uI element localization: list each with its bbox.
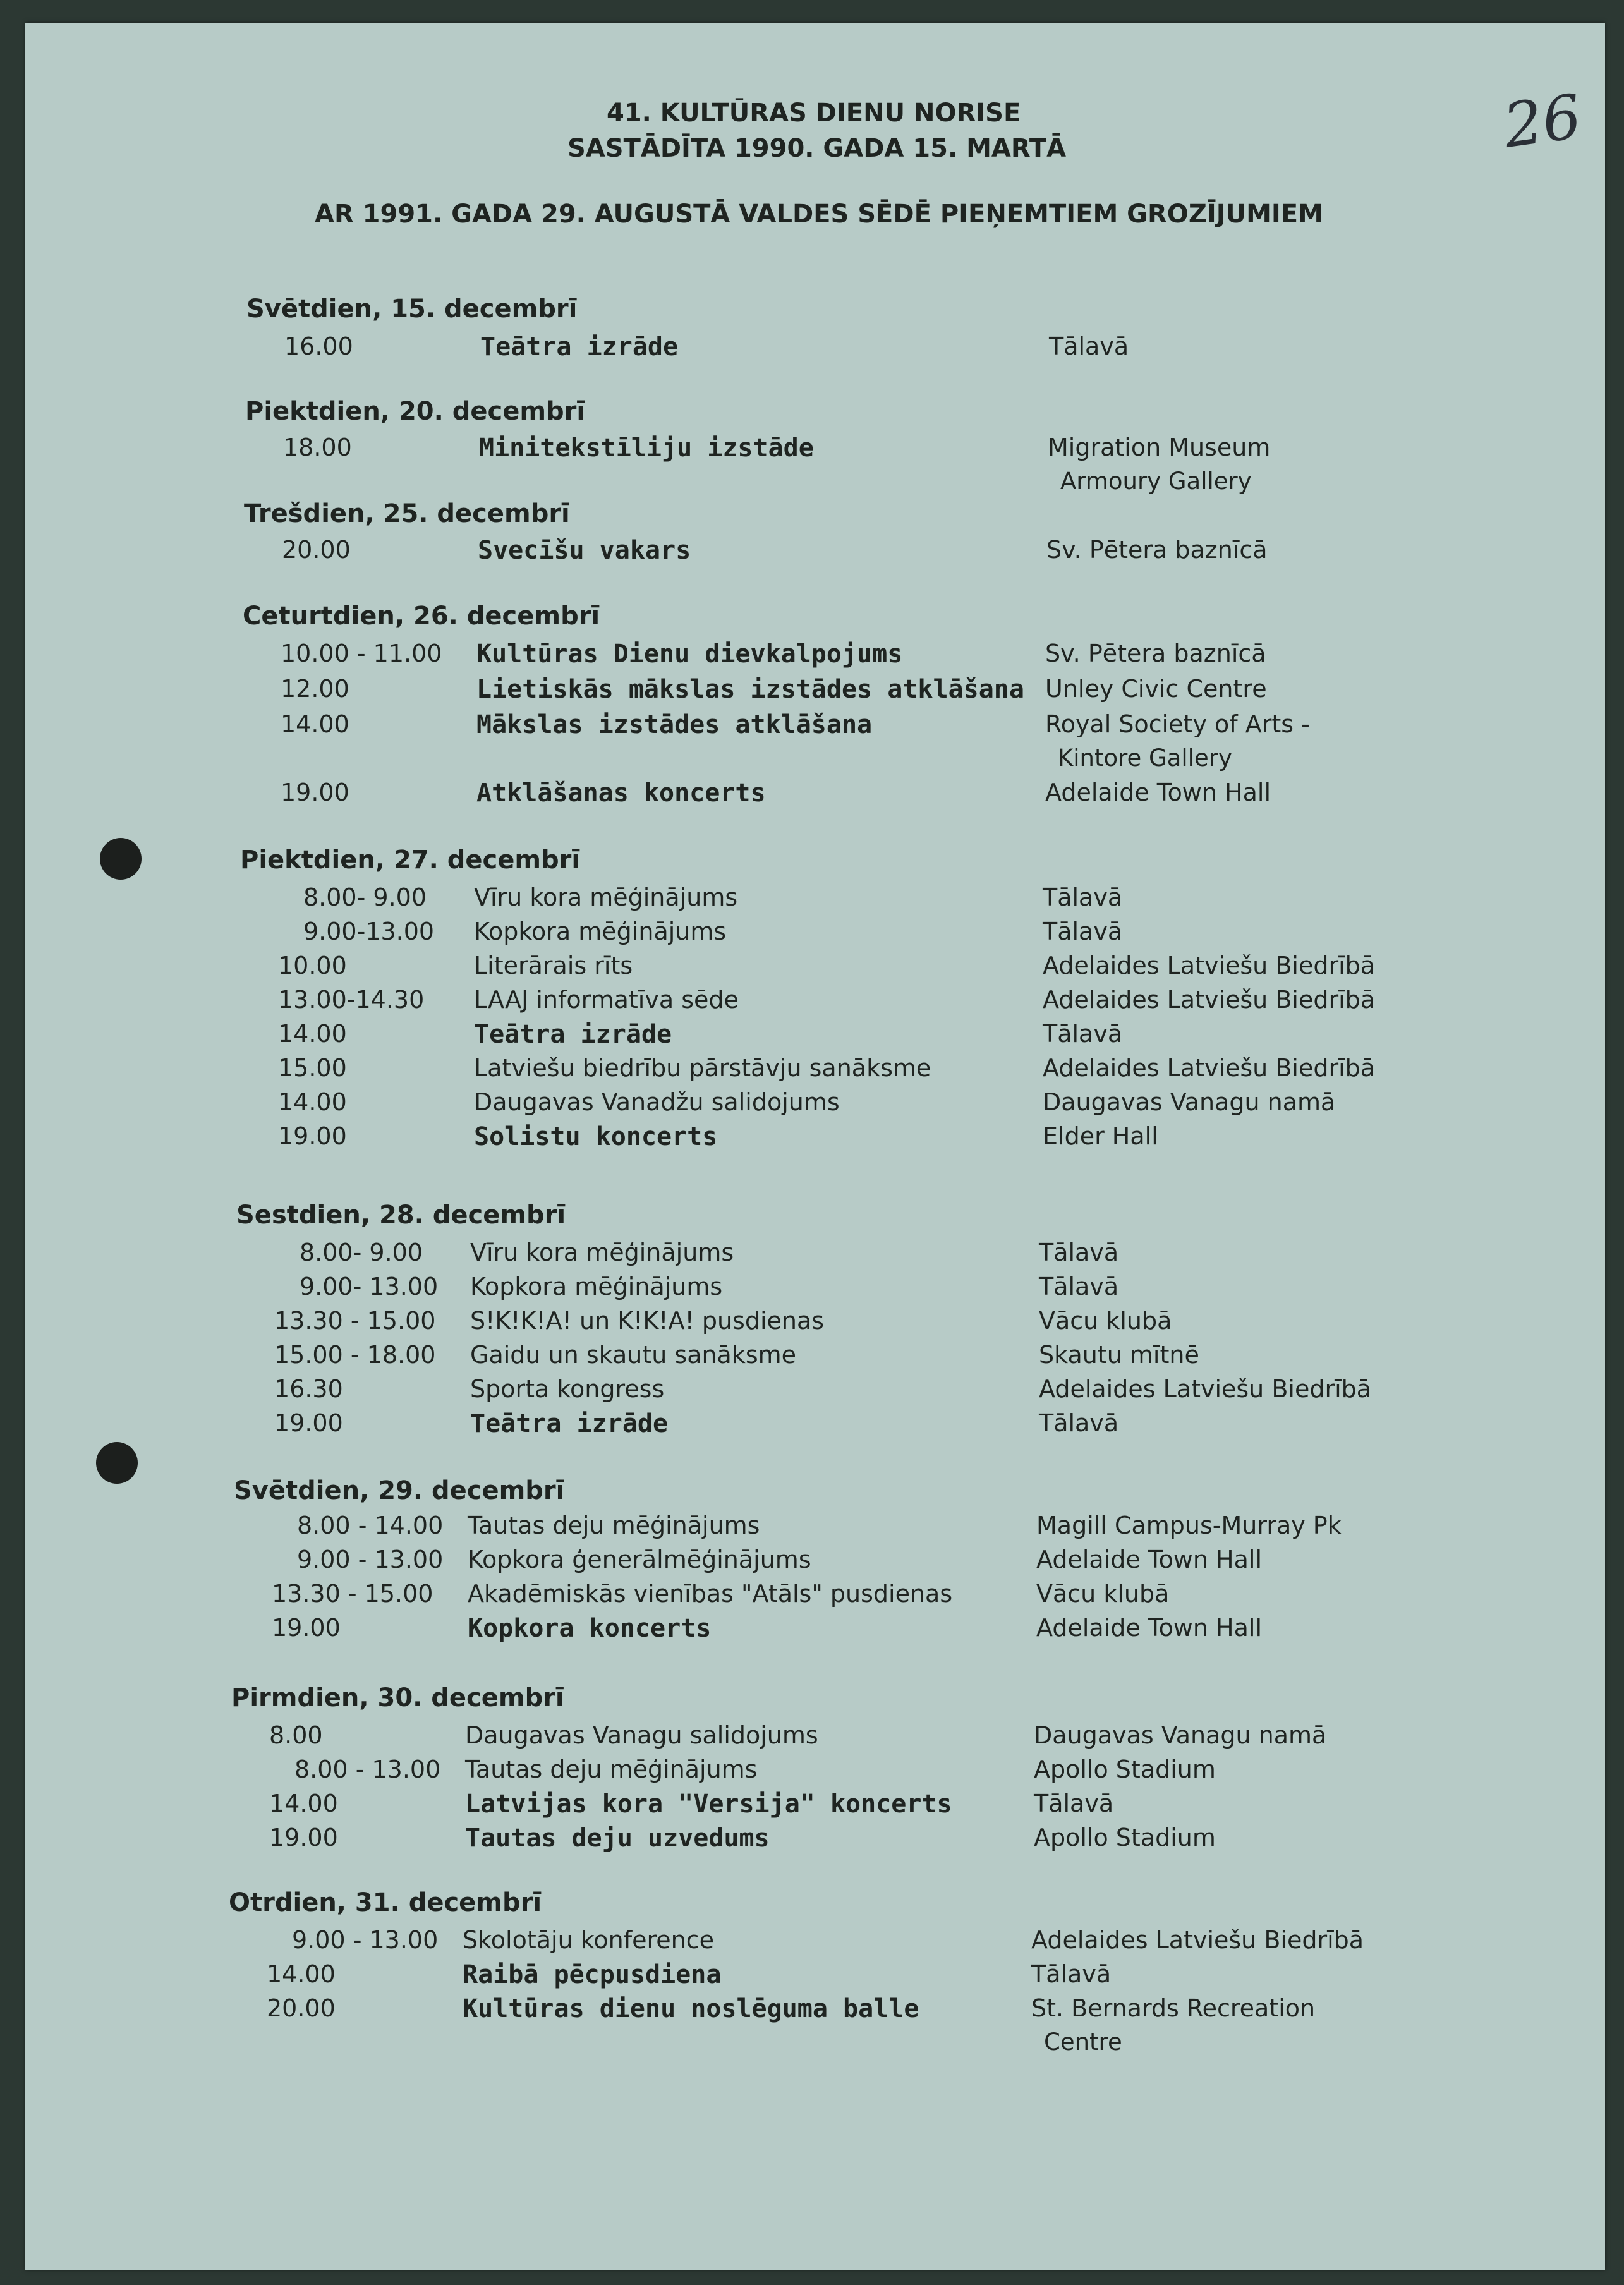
event-time: 14.00 [281,710,349,738]
schedule-row [284,332,1422,367]
event-time: 20.00 [267,1994,336,2022]
event-time: 18.00 [283,433,352,461]
event-place-continued: Armoury Gallery [1060,468,1252,495]
event-name: Tautas deju mēģinājums [468,1512,760,1539]
event-place: Sv. Pētera baznīcā [1046,536,1268,564]
event-name: Daugavas Vanagu salidojums [465,1721,818,1749]
event-place: Adelaide Town Hall [1036,1614,1263,1642]
event-name: Daugavas Vanadžu salidojums [474,1088,840,1116]
event-name: Kultūras Dienu dievkalpojums [476,639,903,669]
document-page [25,23,1605,2270]
event-time: 8.00- 9.00 [303,883,427,911]
event-place-continued: Kintore Gallery [1058,744,1232,772]
event-name: Sporta kongress [470,1375,665,1403]
schedule-row [282,536,1419,570]
schedule-row [278,1054,1415,1088]
schedule-row [272,1546,1409,1580]
event-place: Adelaides Latviešu Biedrībā [1039,1375,1372,1403]
event-time: 9.00 - 13.00 [292,1926,439,1954]
day-heading: Otrdien, 31. decembrī [229,1888,542,1917]
event-place: Adelaides Latviešu Biedrībā [1043,952,1376,979]
event-place: Adelaide Town Hall [1045,779,1271,806]
event-place: Adelaides Latviešu Biedrībā [1031,1926,1364,1954]
event-time: 14.00 [269,1790,338,1817]
event-place: Daugavas Vanagu namā [1034,1721,1327,1749]
event-place: Tālavā [1049,332,1129,360]
schedule-row [278,883,1415,918]
day-heading: Piektdien, 20. decembrī [245,397,586,426]
day-heading: Pirmdien, 30. decembrī [231,1683,564,1712]
schedule-row [269,1721,1407,1755]
event-time: 8.00 - 14.00 [297,1512,444,1539]
day-heading: Svētdien, 29. decembrī [234,1476,565,1505]
event-place: Adelaide Town Hall [1036,1546,1263,1573]
event-time: 15.00 [278,1054,347,1082]
event-place: Unley Civic Centre [1045,675,1267,703]
event-place: Skautu mītnē [1039,1341,1199,1369]
event-time: 9.00 - 13.00 [297,1546,444,1573]
schedule-row [272,1580,1409,1614]
schedule-row [281,710,1418,744]
event-place: Vācu klubā [1039,1307,1172,1335]
event-place: Elder Hall [1043,1122,1158,1150]
event-time: 8.00 [269,1721,323,1749]
event-time: 14.00 [278,1020,347,1048]
event-name: Svecīšu vakars [478,536,691,565]
event-place: Migration Museum [1048,433,1271,461]
event-time: 19.00 [278,1122,347,1150]
event-name: Gaidu un skautu sanāksme [470,1341,797,1369]
schedule-row [267,1960,1404,1994]
event-name: Raibā pēcpusdiena [463,1960,722,1989]
day-heading: Trešdien, 25. decembrī [244,499,570,528]
event-name: Kultūras dienu noslēguma balle [463,1994,919,2023]
event-place: Daugavas Vanagu namā [1043,1088,1336,1116]
event-place: Tālavā [1034,1790,1114,1817]
event-name: Teātra izrāde [470,1409,669,1438]
event-place: Adelaides Latviešu Biedrībā [1043,986,1376,1014]
event-name: LAAJ informatīva sēde [474,986,739,1014]
event-name: Latviešu biedrību pārstāvju sanāksme [474,1054,931,1082]
event-name: Solistu koncerts [474,1122,718,1151]
event-time: 13.00-14.30 [278,986,425,1014]
event-time: 16.30 [274,1375,343,1403]
schedule-row [274,1409,1412,1443]
event-place: Apollo Stadium [1034,1824,1216,1852]
event-place: Tālavā [1043,1020,1123,1048]
schedule-row [267,1926,1404,1960]
event-time: 12.00 [281,675,349,703]
event-name: Tautas deju uzvedums [465,1824,770,1853]
schedule-row [278,1122,1415,1156]
event-time: 10.00 [278,952,347,979]
event-place-continued: Centre [1044,2028,1122,2056]
event-name: Teātra izrāde [480,332,679,361]
day-heading: Sestdien, 28. decembrī [236,1201,566,1230]
event-place: Tālavā [1043,918,1123,945]
event-time: 14.00 [278,1088,347,1116]
event-place: Magill Campus-Murray Pk [1036,1512,1342,1539]
schedule-row [278,1020,1415,1054]
event-name: Mākslas izstādes atklāšana [476,710,873,739]
schedule-row [274,1341,1412,1375]
event-name: Vīru kora mēģinājums [470,1239,734,1266]
event-name: Vīru kora mēģinājums [474,883,738,911]
schedule-row [281,779,1418,813]
event-name: Kopkora mēģinājums [474,918,727,945]
event-time: 16.00 [284,332,353,360]
event-time: 19.00 [269,1824,338,1852]
schedule-row [267,1994,1404,2028]
event-time: 20.00 [282,536,351,564]
event-place: Tālavā [1043,883,1123,911]
schedule-row [272,1614,1409,1648]
event-place: Tālavā [1039,1409,1119,1437]
event-name: Teātra izrāde [474,1020,672,1049]
day-heading: Piektdien, 27. decembrī [240,846,581,875]
event-place: Vācu klubā [1036,1580,1170,1608]
schedule-row [274,1239,1412,1273]
event-place: Royal Society of Arts - [1045,710,1310,738]
event-time: 9.00-13.00 [303,918,435,945]
schedule-row [274,1375,1412,1409]
schedule-row [281,675,1418,709]
event-name: Minitekstīliju izstāde [479,433,814,463]
event-name: Kopkora mēģinājums [470,1273,723,1300]
event-place: Tālavā [1039,1273,1119,1300]
event-time: 15.00 - 18.00 [274,1341,436,1369]
schedule-row [278,918,1415,952]
event-time: 8.00- 9.00 [300,1239,423,1266]
event-name: Tautas deju mēģinājums [465,1755,758,1783]
event-time: 13.30 - 15.00 [274,1307,436,1335]
schedule-row [272,1512,1409,1546]
event-time: 19.00 [272,1614,341,1642]
event-name: Akadēmiskās vienības "Atāls" pusdienas [468,1580,953,1608]
day-heading: Ceturtdien, 26. decembrī [243,602,600,631]
header-line-3: AR 1991. GADA 29. AUGUSTĀ VALDES SĒDĒ PIEŅEMTIEM GROZĪJUMIEM [315,200,1323,229]
header-line-2: SASTĀDĪTA 1990. GADA 15. MARTĀ [567,134,1067,163]
event-name: Kopkora koncerts [468,1614,712,1643]
event-place: Apollo Stadium [1034,1755,1216,1783]
event-name: Kopkora ģenerālmēģinājums [468,1546,811,1573]
schedule-row [278,952,1415,986]
event-place: Adelaides Latviešu Biedrībā [1043,1054,1376,1082]
schedule-row [269,1755,1407,1790]
event-time: 13.30 - 15.00 [272,1580,433,1608]
punch-hole-bottom [96,1442,138,1484]
handwritten-page-number: 26 [1499,81,1586,162]
schedule-row [278,1088,1415,1122]
schedule-row [274,1273,1412,1307]
event-place: Sv. Pētera baznīcā [1045,639,1266,667]
event-name: Atklāšanas koncerts [476,779,766,808]
event-time: 19.00 [281,779,349,806]
event-place: St. Bernards Recreation [1031,1994,1316,2022]
event-name: Literārais rīts [474,952,633,979]
event-time: 19.00 [274,1409,343,1437]
event-name: Latvijas kora "Versija" koncerts [465,1790,952,1819]
event-name: Skolotāju konference [463,1926,714,1954]
event-name: S!K!K!A! un K!K!A! pusdienas [470,1307,825,1335]
schedule-row [283,433,1421,468]
schedule-row [269,1790,1407,1824]
schedule-row [274,1307,1412,1341]
event-time: 8.00 - 13.00 [294,1755,441,1783]
event-place: Tālavā [1039,1239,1119,1266]
schedule-row [278,986,1415,1020]
event-name: Lietiskās mākslas izstādes atklāšana [476,675,1024,704]
schedule-row [281,639,1418,674]
event-time: 14.00 [267,1960,336,1988]
day-heading: Svētdien, 15. decembrī [246,294,578,324]
punch-hole-top [100,838,142,880]
schedule-row [269,1824,1407,1858]
event-time: 9.00- 13.00 [300,1273,439,1300]
event-time: 10.00 - 11.00 [281,639,442,667]
event-place: Tālavā [1031,1960,1112,1988]
header-line-1: 41. KULTŪRAS DIENU NORISE [607,99,1021,128]
